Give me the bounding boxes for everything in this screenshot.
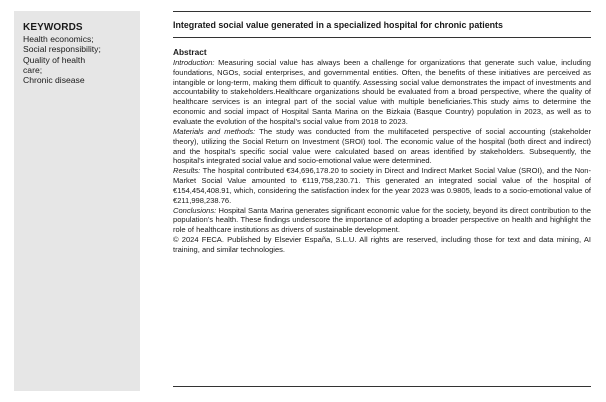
conclusions-text: Hospital Santa Marina generates significant economic value for the society, beyond its direct contribution to the population’s health. These findings underscore the importance of adopting a broader perspective on health and highlight the role of healthcare institutions as drivers of sustainable development. — [173, 205, 591, 235]
introduction-label: Introduction: — [173, 57, 215, 67]
title-divider — [173, 37, 591, 38]
keyword-item: Quality of health — [23, 54, 86, 65]
bottom-divider — [173, 386, 591, 387]
keyword-item: Chronic disease — [23, 75, 85, 86]
introduction-text: Measuring social value has always been a challenge for organizations that generate such value, including foundations, NGOs, social enterprises, and governmental entities. Often, the benefits of these initiatives are perceived as intangible or long-term, making them difficult to quantify. Assessing social value demonstrates the impact of investments and accountability to stakeholders.Healthcare organizations should be evaluated from a broad perspective, where the quality of healthcare services is an integral part of the social value with multiple beneficiaries.This study aims to determine the economic and social impact of Hospital Santa Marina on the Bizkaia (Basque Country) population in 2023, as well as to evaluate the evolution of the hospital’s social value from 2018 to 2023. — [173, 57, 591, 126]
conclusions-paragraph — [173, 206, 591, 236]
results-paragraph — [173, 166, 591, 205]
results-text: The hospital contributed €34,696,178.20 to society in Direct and Indirect Market Social Value (SROI), and the Non-Market Social Value amounted to €119,758,230.71. This generated an integrated social value of the hospital of €154,454,408.91, which, considering the satisfaction index for the year 2023 was 0.9805, leads to a socio-emotional value of €211,998,238.76. — [173, 166, 591, 205]
methods-text: The study was conducted from the multifaceted perspective of social accounting (stakeholder theory), utilizing the Social Return on Investment (SROI) tool. The economic value of the hospital (both direct and indirect) and the hospital’s specific social value were calculated based on areas identified by stakeholders. Subsequently, the hospital’s integrated social value and socio-emotional value were determined. — [173, 126, 591, 166]
keyword-item: care; — [23, 64, 43, 75]
results-label: Results: — [173, 166, 201, 176]
copyright-notice: © 2024 FECA. Published by Elsevier España, S.L.U. All rights are reserved, including those for text and data mining, AI training, and similar technologies. — [173, 235, 591, 254]
keywords-panel — [14, 11, 140, 391]
keywords-heading: KEYWORDS — [23, 22, 83, 33]
abstract-heading: Abstract — [173, 47, 207, 57]
top-divider — [173, 11, 591, 12]
article-title: Integrated social value generated in a specialized hospital for chronic patients — [173, 20, 503, 30]
methods-paragraph — [173, 127, 591, 166]
introduction-paragraph — [173, 58, 591, 127]
methods-label: Materials and methods: — [173, 126, 256, 136]
conclusions-label: Conclusions: — [173, 205, 217, 215]
abstract-panel — [173, 11, 591, 391]
keyword-item: Social responsibility; — [23, 44, 101, 55]
keyword-item: Health economics; — [23, 34, 94, 44]
